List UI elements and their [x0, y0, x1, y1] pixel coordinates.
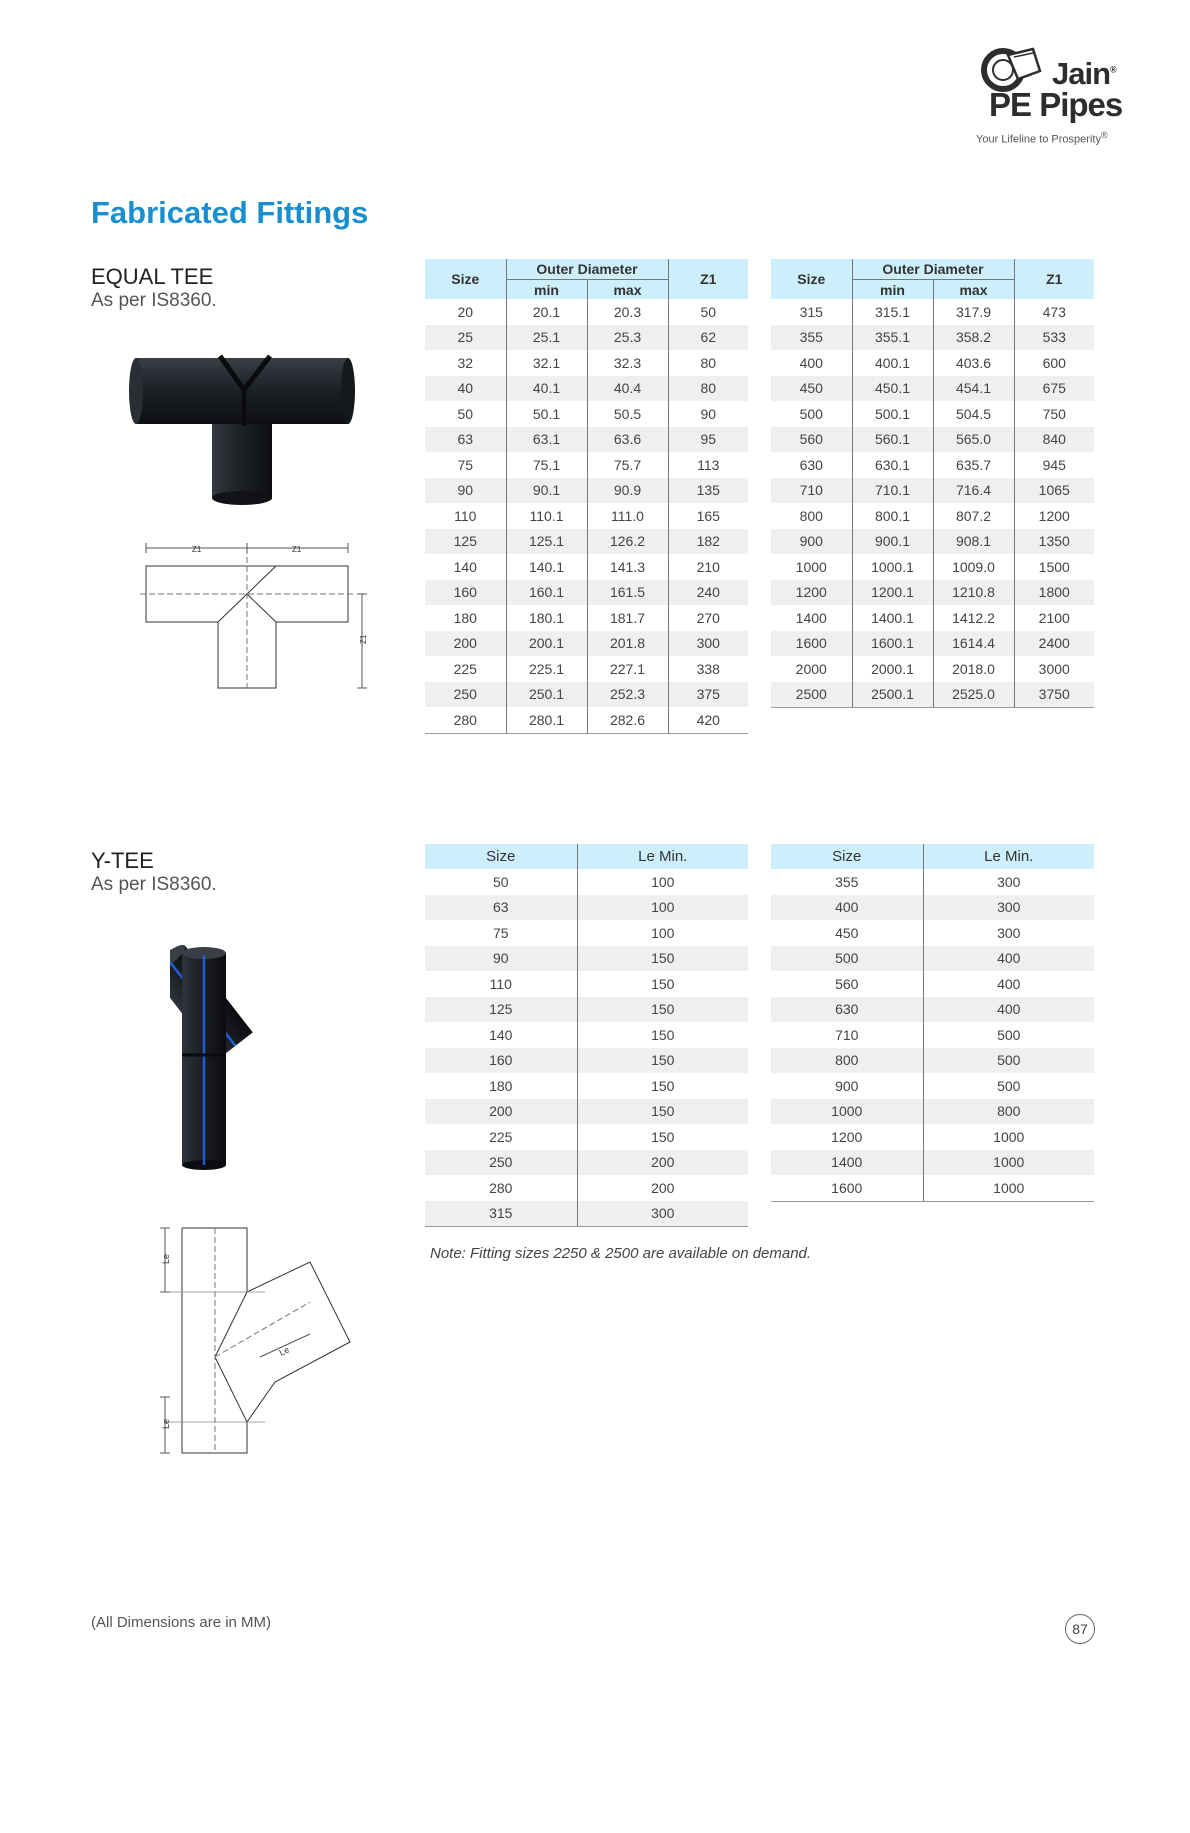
- y-tee-photo: [170, 945, 340, 1170]
- header-le-min: Le Min.: [923, 844, 1094, 869]
- table-row: [425, 580, 748, 606]
- table-cell: 560: [835, 975, 859, 992]
- page-title: Fabricated Fittings: [91, 195, 369, 230]
- table-row: [771, 554, 1094, 580]
- table-cell: 90: [668, 401, 748, 427]
- table-cell: 315: [425, 1201, 577, 1227]
- table-row: [425, 605, 748, 631]
- table-row: [425, 427, 748, 453]
- table-cell: 355: [771, 325, 852, 351]
- table-row: [771, 971, 1094, 997]
- table-row: [425, 401, 748, 427]
- table-cell: 2018.0: [933, 656, 1014, 682]
- table-cell: 1350: [1014, 529, 1094, 555]
- table-row: [771, 631, 1094, 657]
- equal-tee-drawing-label-z1-right: Z1: [292, 545, 302, 554]
- table-row: [425, 1150, 748, 1176]
- table-cell: 125: [425, 997, 577, 1023]
- table-cell: 225: [489, 1128, 513, 1145]
- header-min: min: [506, 280, 587, 300]
- table-row: [771, 869, 1094, 895]
- table-cell: 100: [577, 869, 748, 895]
- table-cell: 140: [489, 1026, 513, 1043]
- table-cell: 403.6: [933, 350, 1014, 376]
- equal-tee-drawing-label-z1-vertical: Z1: [359, 634, 368, 644]
- y-tee-table-left-body: [425, 869, 748, 1227]
- table-cell: 375: [668, 682, 748, 708]
- table-cell: 400: [923, 997, 1094, 1023]
- table-cell: 750: [1014, 401, 1094, 427]
- table-cell: 140.1: [506, 554, 587, 580]
- table-cell: 710: [771, 478, 852, 504]
- table-cell: 150: [577, 1073, 748, 1099]
- table-cell: 32.3: [587, 350, 668, 376]
- table-cell: 63.6: [587, 427, 668, 453]
- table-row: [425, 1048, 748, 1074]
- table-cell: 1800: [1014, 580, 1094, 606]
- table-cell: 300: [923, 920, 1094, 946]
- table-cell: 150: [577, 1022, 748, 1048]
- table-cell: 630: [771, 997, 923, 1023]
- table-cell: 227.1: [587, 656, 668, 682]
- table-row: [771, 1022, 1094, 1048]
- table-cell: 2000.1: [852, 656, 933, 682]
- table-cell: 500: [923, 1022, 1094, 1048]
- table-cell: 358.2: [933, 325, 1014, 351]
- table-cell: 90: [425, 946, 577, 972]
- table-row: [425, 707, 748, 733]
- dimensions-note: (All Dimensions are in MM): [91, 1614, 272, 1631]
- y-tee-table-left: [425, 844, 748, 1227]
- table-row: [425, 997, 748, 1023]
- table-row: [771, 452, 1094, 478]
- table-cell: 1600: [771, 1175, 923, 1201]
- y-tee-drawing: [155, 1222, 385, 1457]
- table-row: [425, 656, 748, 682]
- table-cell: 63: [425, 427, 506, 453]
- table-row: [771, 1124, 1094, 1150]
- header-le-min: Le Min.: [577, 844, 748, 869]
- table-cell: 355.1: [852, 325, 933, 351]
- table-row: [425, 452, 748, 478]
- table-row: [425, 631, 748, 657]
- table-cell: 1200: [771, 580, 852, 606]
- table-row: [771, 997, 1094, 1023]
- table-row: [425, 682, 748, 708]
- table-cell: 900.1: [852, 529, 933, 555]
- table-cell: 280: [489, 1179, 513, 1196]
- table-row: [771, 580, 1094, 606]
- table-cell: 250: [425, 1150, 577, 1176]
- table-cell: 200: [425, 631, 506, 657]
- table-row: [771, 1048, 1094, 1074]
- table-cell: 1000: [795, 558, 827, 575]
- table-cell: 565.0: [933, 427, 1014, 453]
- table-cell: 400.1: [852, 350, 933, 376]
- table-cell: 100: [577, 895, 748, 921]
- table-cell: 150: [577, 1099, 748, 1125]
- table-cell: 63: [425, 895, 577, 921]
- table-cell: 25: [425, 325, 506, 351]
- brand-product-line: PE Pipes: [989, 86, 1123, 123]
- table-row: [771, 682, 1094, 708]
- table-cell: 135: [668, 478, 748, 504]
- table-cell: 40: [425, 376, 506, 402]
- table-row: [425, 478, 748, 504]
- table-cell: 1200: [831, 1128, 863, 1145]
- table-row: [425, 920, 748, 946]
- table-cell: 32: [457, 354, 474, 371]
- equal-tee-standard: As per IS8360.: [91, 290, 217, 311]
- table-cell: 95: [668, 427, 748, 453]
- table-row: [425, 325, 748, 351]
- table-cell: 200.1: [506, 631, 587, 657]
- table-cell: 504.5: [933, 401, 1014, 427]
- table-cell: 280: [425, 707, 506, 733]
- table-cell: 50: [457, 405, 474, 422]
- table-cell: 1412.2: [933, 605, 1014, 631]
- table-cell: 807.2: [933, 503, 1014, 529]
- table-cell: 2500.1: [852, 682, 933, 708]
- table-cell: 111.0: [587, 503, 668, 529]
- table-cell: 1400.1: [852, 605, 933, 631]
- table-cell: 90.9: [587, 478, 668, 504]
- table-row: [771, 1073, 1094, 1099]
- table-cell: 2525.0: [933, 682, 1014, 708]
- table-cell: 20.1: [506, 299, 587, 325]
- brand-name: Jain®: [1052, 56, 1116, 91]
- table-cell: 126.2: [587, 529, 668, 555]
- table-cell: 315: [799, 303, 823, 320]
- table-cell: 1000: [923, 1175, 1094, 1201]
- table-row: [425, 1124, 748, 1150]
- table-cell: 2400: [1014, 631, 1094, 657]
- table-cell: 500: [923, 1073, 1094, 1099]
- table-cell: 1000.1: [852, 554, 933, 580]
- table-cell: 338: [668, 656, 748, 682]
- table-cell: 420: [668, 707, 748, 733]
- y-tee-drawing-label-le-bottom: Le: [161, 1418, 171, 1429]
- table-row: [425, 529, 748, 555]
- table-cell: 450: [835, 924, 859, 941]
- equal-tee-drawing: [140, 538, 370, 698]
- table-cell: 252.3: [587, 682, 668, 708]
- table-cell: 300: [923, 895, 1094, 921]
- table-cell: 182: [668, 529, 748, 555]
- table-row: [771, 299, 1094, 325]
- equal-tee-title: EQUAL TEE: [91, 264, 214, 289]
- table-cell: 1200.1: [852, 580, 933, 606]
- table-row: [425, 1073, 748, 1099]
- header-z1: Z1: [1014, 259, 1094, 299]
- table-cell: 2100: [1014, 605, 1094, 631]
- table-cell: 160: [425, 580, 506, 606]
- table-row: [771, 350, 1094, 376]
- table-cell: 1400: [771, 1150, 923, 1176]
- table-cell: 1600.1: [852, 631, 933, 657]
- header-outer-diameter: Outer Diameter: [852, 259, 1014, 280]
- table-cell: 560.1: [852, 427, 933, 453]
- table-cell: 110: [454, 507, 477, 524]
- table-cell: 25.1: [506, 325, 587, 351]
- table-row: [425, 869, 748, 895]
- equal-tee-table-left-body: [425, 299, 748, 733]
- table-cell: 160: [425, 1048, 577, 1074]
- table-cell: 800: [799, 507, 823, 524]
- table-cell: 110.1: [506, 503, 587, 529]
- table-cell: 150: [577, 971, 748, 997]
- table-cell: 560: [771, 427, 852, 453]
- table-cell: 2500: [771, 682, 852, 708]
- table-row: [771, 920, 1094, 946]
- table-cell: 240: [668, 580, 748, 606]
- table-cell: 180: [489, 1077, 513, 1094]
- table-cell: 1614.4: [933, 631, 1014, 657]
- table-cell: 500: [771, 946, 923, 972]
- table-cell: 840: [1014, 427, 1094, 453]
- table-cell: 635.7: [933, 452, 1014, 478]
- table-row: [425, 554, 748, 580]
- table-cell: 90: [425, 478, 506, 504]
- table-cell: 90.1: [506, 478, 587, 504]
- table-cell: 150: [577, 997, 748, 1023]
- table-cell: 40.1: [506, 376, 587, 402]
- header-z1: Z1: [668, 259, 748, 299]
- table-cell: 2000: [795, 660, 827, 677]
- table-cell: 630.1: [852, 452, 933, 478]
- table-cell: 630: [799, 456, 823, 473]
- table-cell: 1000: [923, 1150, 1094, 1176]
- table-cell: 32.1: [506, 350, 587, 376]
- table-row: [425, 1175, 748, 1201]
- table-cell: 900: [835, 1077, 859, 1094]
- table-cell: 1009.0: [933, 554, 1014, 580]
- table-cell: 400: [771, 895, 923, 921]
- table-row: [771, 1175, 1094, 1201]
- table-cell: 800: [771, 1048, 923, 1074]
- table-cell: 270: [668, 605, 748, 631]
- table-cell: 250: [425, 682, 506, 708]
- table-cell: 200: [425, 1099, 577, 1125]
- table-cell: 1500: [1014, 554, 1094, 580]
- table-cell: 150: [577, 946, 748, 972]
- page-number: 87: [1065, 1614, 1095, 1644]
- table-cell: 62: [668, 325, 748, 351]
- table-cell: 50: [668, 299, 748, 325]
- table-cell: 1200: [1014, 503, 1094, 529]
- table-cell: 75.7: [587, 452, 668, 478]
- table-row: [771, 656, 1094, 682]
- table-cell: 473: [1014, 299, 1094, 325]
- equal-tee-photo: [128, 348, 358, 508]
- table-row: [425, 1022, 748, 1048]
- table-cell: 75: [457, 456, 474, 473]
- table-cell: 675: [1014, 376, 1094, 402]
- equal-tee-table-right: [771, 259, 1094, 708]
- table-cell: 50.5: [587, 401, 668, 427]
- table-cell: 1400: [795, 609, 827, 626]
- header-max: max: [933, 280, 1014, 300]
- table-cell: 500: [923, 1048, 1094, 1074]
- table-row: [771, 325, 1094, 351]
- table-cell: 400: [923, 946, 1094, 972]
- table-cell: 1000: [923, 1124, 1094, 1150]
- table-cell: 250.1: [506, 682, 587, 708]
- table-cell: 110: [489, 975, 512, 992]
- table-cell: 533: [1014, 325, 1094, 351]
- table-cell: 150: [577, 1124, 748, 1150]
- equal-tee-table-left: [425, 259, 748, 734]
- table-cell: 20.3: [587, 299, 668, 325]
- table-row: [771, 1150, 1094, 1176]
- table-cell: 225: [453, 660, 477, 677]
- y-tee-drawing-label-le-branch: Le: [277, 1344, 291, 1358]
- header-size: Size: [771, 844, 923, 869]
- header-min: min: [852, 280, 933, 300]
- header-size: Size: [425, 844, 577, 869]
- table-cell: 25.3: [587, 325, 668, 351]
- table-cell: 80: [668, 350, 748, 376]
- table-cell: 1210.8: [933, 580, 1014, 606]
- table-row: [425, 1099, 748, 1125]
- table-row: [771, 503, 1094, 529]
- y-tee-table-right: [771, 844, 1094, 1202]
- header-size: Size: [771, 259, 852, 299]
- table-cell: 3750: [1014, 682, 1094, 708]
- table-cell: 75.1: [506, 452, 587, 478]
- table-cell: 400: [799, 354, 823, 371]
- table-row: [425, 946, 748, 972]
- header-max: max: [587, 280, 668, 300]
- equal-tee-drawing-label-z1-left: Z1: [192, 545, 202, 554]
- table-cell: 160.1: [506, 580, 587, 606]
- table-cell: 282.6: [587, 707, 668, 733]
- table-cell: 300: [668, 631, 748, 657]
- table-cell: 400: [923, 971, 1094, 997]
- table-row: [771, 946, 1094, 972]
- table-cell: 200: [577, 1175, 748, 1201]
- table-cell: 500.1: [852, 401, 933, 427]
- table-cell: 300: [577, 1201, 748, 1227]
- table-row: [425, 503, 748, 529]
- table-cell: 100: [577, 920, 748, 946]
- table-cell: 181.7: [587, 605, 668, 631]
- table-cell: 63.1: [506, 427, 587, 453]
- table-row: [425, 895, 748, 921]
- table-cell: 1600: [771, 631, 852, 657]
- table-cell: 201.8: [587, 631, 668, 657]
- table-cell: 75: [492, 924, 509, 941]
- table-cell: 500: [799, 405, 823, 422]
- table-row: [771, 1099, 1094, 1125]
- y-tee-standard: As per IS8360.: [91, 874, 217, 895]
- header-size: Size: [425, 259, 506, 299]
- table-cell: 450.1: [852, 376, 933, 402]
- table-cell: 454.1: [933, 376, 1014, 402]
- table-cell: 50.1: [506, 401, 587, 427]
- y-tee-title: Y-TEE: [91, 848, 154, 873]
- table-cell: 945: [1014, 452, 1094, 478]
- table-cell: 200: [577, 1150, 748, 1176]
- table-cell: 1000: [771, 1099, 923, 1125]
- y-tee-table-right-body: [771, 869, 1094, 1201]
- table-cell: 280.1: [506, 707, 587, 733]
- table-cell: 1065: [1014, 478, 1094, 504]
- table-cell: 50: [492, 873, 509, 890]
- table-row: [771, 529, 1094, 555]
- table-cell: 165: [668, 503, 748, 529]
- table-row: [771, 427, 1094, 453]
- availability-note: Note: Fitting sizes 2250 & 2500 are available on demand.: [430, 1245, 812, 1262]
- table-cell: 800.1: [852, 503, 933, 529]
- table-cell: 80: [668, 376, 748, 402]
- table-row: [425, 376, 748, 402]
- table-cell: 20: [457, 303, 474, 320]
- table-cell: 125.1: [506, 529, 587, 555]
- table-cell: 908.1: [933, 529, 1014, 555]
- table-cell: 450: [771, 376, 852, 402]
- table-cell: 710.1: [852, 478, 933, 504]
- y-tee-drawing-label-le-top: Le: [161, 1253, 171, 1264]
- table-cell: 317.9: [933, 299, 1014, 325]
- table-cell: 210: [668, 554, 748, 580]
- table-cell: 140: [453, 558, 477, 575]
- table-cell: 3000: [1014, 656, 1094, 682]
- table-cell: 113: [668, 452, 748, 478]
- table-row: [771, 376, 1094, 402]
- table-cell: 161.5: [587, 580, 668, 606]
- brand-tagline: Your Lifeline to Prosperity®: [976, 130, 1108, 146]
- table-cell: 141.3: [587, 554, 668, 580]
- table-cell: 900: [771, 529, 852, 555]
- table-cell: 40.4: [587, 376, 668, 402]
- table-row: [771, 401, 1094, 427]
- table-row: [425, 1201, 748, 1227]
- table-cell: 225.1: [506, 656, 587, 682]
- equal-tee-table-right-body: [771, 299, 1094, 708]
- table-cell: 600: [1014, 350, 1094, 376]
- table-row: [771, 895, 1094, 921]
- table-cell: 716.4: [933, 478, 1014, 504]
- table-row: [771, 605, 1094, 631]
- table-cell: 300: [923, 869, 1094, 895]
- table-row: [771, 478, 1094, 504]
- table-cell: 125: [425, 529, 506, 555]
- table-cell: 355: [835, 873, 859, 890]
- table-cell: 710: [835, 1026, 859, 1043]
- table-row: [425, 299, 748, 325]
- header-outer-diameter: Outer Diameter: [506, 259, 668, 280]
- table-cell: 180.1: [506, 605, 587, 631]
- table-cell: 180: [453, 609, 477, 626]
- table-row: [425, 971, 748, 997]
- table-cell: 315.1: [852, 299, 933, 325]
- table-cell: 150: [577, 1048, 748, 1074]
- table-cell: 800: [923, 1099, 1094, 1125]
- table-row: [425, 350, 748, 376]
